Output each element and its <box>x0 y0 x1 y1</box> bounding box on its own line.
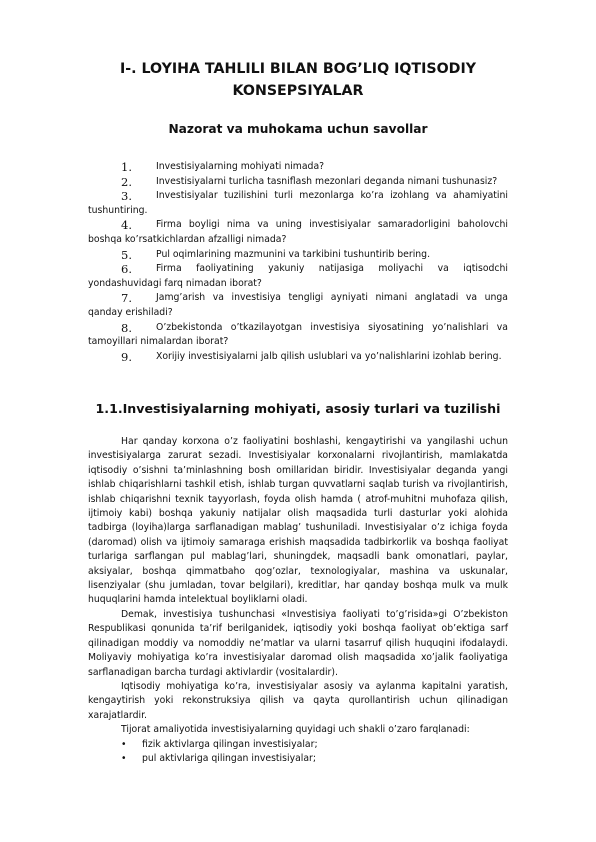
question-number: 5. <box>121 247 132 262</box>
question-item <box>88 350 508 365</box>
question-number: 3. <box>121 189 132 204</box>
section-title: 1.1.Investisiyalarning mohiyati, asosiy turlari va tuzilishi <box>95 401 501 416</box>
bullet-icon: • <box>121 738 127 750</box>
question-number: 1. <box>121 160 132 174</box>
question-item <box>88 218 508 247</box>
paragraph: Tijorat amaliyotida investisiyalarning quyidagi uch shakli o’zaro farqlanadi: <box>121 724 470 736</box>
question-text: Investisiyalar tuzilishini turli mezonlarga ko’ra izohlang va ahamiyatini tushuntiring. <box>88 190 508 216</box>
question-number: 6. <box>121 262 132 277</box>
question-item <box>88 160 508 175</box>
question-text: O’zbekistonda o’tkazilayotgan investisiya siyosatining yo’nalishlari va tamoyillari nimalardan iborat? <box>88 321 508 348</box>
question-number: 2. <box>121 174 132 189</box>
questions-heading: Nazorat va muhokama uchun savollar <box>168 122 428 136</box>
section-body <box>88 435 508 766</box>
bullet-list <box>88 738 508 767</box>
question-text: Pul oqimlarining mazmunini va tarkibini tushuntirib bering. <box>156 248 431 260</box>
list-item-text: fizik aktivlarga qilingan investisiyalar; <box>142 738 318 750</box>
question-number: 8. <box>121 320 132 335</box>
question-item <box>88 262 508 291</box>
question-text: Investisiyalarning mohiyati nimada? <box>156 161 325 172</box>
question-item <box>88 189 508 218</box>
question-number: 7. <box>121 291 132 306</box>
list-item-text: pul aktivlariga qilingan investisiyalar; <box>142 752 316 764</box>
question-number: 9. <box>121 349 132 364</box>
question-item <box>88 291 508 320</box>
list-item <box>88 738 508 752</box>
bullet-icon: • <box>121 752 127 764</box>
paragraph: Har qanday korxona o’z faoliyatini boshlashi, kengaytirishi va yangilashi uchun investisiyalarga zarurat sezadi. Investisiyalar korxonalarni rivojlantirish, mamlakatda iqtisodiy o’sishni ta’minlashning bosh omillaridan biridir. Investisiyalar deganda yangi ishlab chiqarishlarni tashkil etish, ishlab turgan quvvatlarni saqlab turish va rivojlantirish, ishlab chiqarishni texnik tayyorlash, foyda olish hamda ( atrof-muhitni muhofaza qilish, ijtimoiy kabi) boshqa yakuniy natijalar olish maqsadida turli dasturlar yoki alohida tadbirga (loyiha)larga sarflanadigan mablag’ tushuniladi. Investisiyalar o’z ichiga foyda (daromad) olish va ijtimoiy samaraga erishish maqsadida tadbirkorlik va boshqa faoliyat turlariga sarflangan pul mablag’lari, shuningdek, maqsadli bank omonatlari, paylar, aksiyalar, boshqa qimmatbaho qog’ozlar, texnologiyalar, mashina va uskunalar, lisenziyalar (shu jumladan, tovar belgilari), kreditlar, har qanday boshqa mulk va mulk huquqlarini hamda intelektual boyliklarni oladi. <box>88 436 508 606</box>
paragraph: Iqtisodiy mohiyatiga ko’ra, investisiyalar asosiy va aylanma kapitalni yaratish, kengaytirish yoki rekonstruksiya qilish va qayta qurollantirish uchun qilinadigan xarajatlardir. <box>88 680 508 721</box>
question-text: Firma boyligi nima va uning investisiyalar samaradorligini baholovchi boshqa ko’rsatkichlardan afzalligi nimada? <box>88 219 508 245</box>
question-number: 4. <box>121 218 132 233</box>
question-text: Firma faoliyatining yakuniy natijasiga moliyachi va iqtisodchi yondashuvidagi farq nimadan iborat? <box>88 263 508 289</box>
paragraph: Demak, investisiya tushunchasi «Investisiya faoliyati to’g’risida»gi O’zbekiston Respublikasi qonunida ta’rif berilganidek, iqtisodiy yoki boshqa faoliyat ob’ektiga sarf qilinadigan moddiy va nomoddiy ne’matlar va ularni tasarruf qilish huquqini ifodalaydi. Moliyaviy mohiyatiga ko’ra investisiyalar daromad olish maqsadida xo’jalik faoliyatiga sarflanadigan barcha turdagi aktivlardir (vositalardir). <box>88 608 508 678</box>
question-text: Investisiyalarni turlicha tasniflash mezonlari deganda nimani tushunasiz? <box>156 175 498 187</box>
question-item <box>88 175 508 190</box>
question-text: Jamg’arish va investisiya tengligi ayniyati nimani anglatadi va unga qanday erishiladi? <box>88 292 508 318</box>
chapter-title: I-. LOYIHA TAHLILI BILAN BOG’LIQ IQTISODIY KONSEPSIYALAR <box>120 61 476 99</box>
question-item <box>88 248 508 263</box>
questions-list <box>88 160 508 364</box>
question-item <box>88 321 508 350</box>
list-item <box>88 752 508 766</box>
question-text: Xorijiy investisiyalarni jalb qilish uslublari va yo’nalishlarini izohlab bering. <box>156 350 502 362</box>
